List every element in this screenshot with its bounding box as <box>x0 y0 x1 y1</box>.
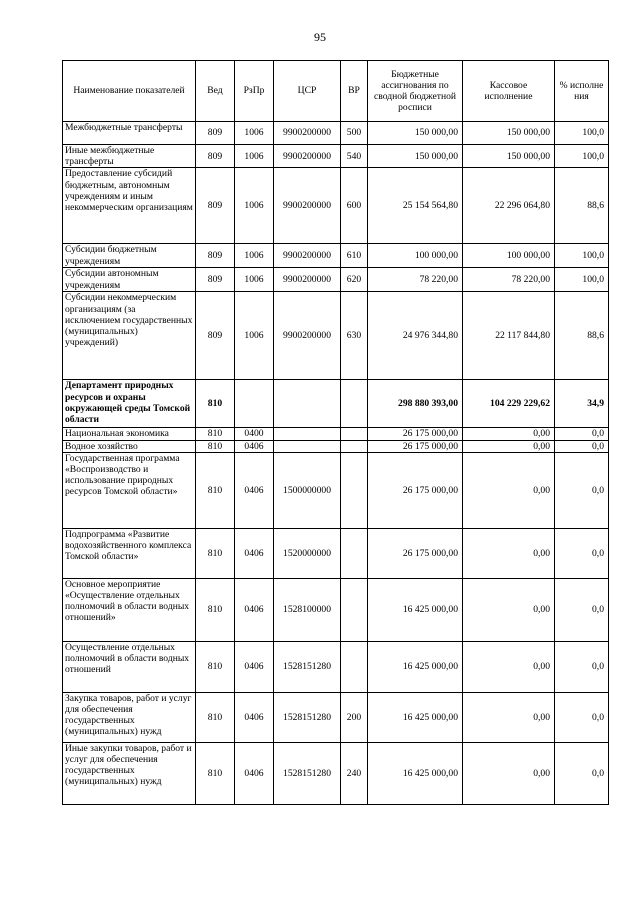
cell-cash: 0,00 <box>463 452 555 528</box>
cell-rzpr <box>235 380 274 428</box>
cell-assignments: 78 220,00 <box>368 268 463 292</box>
cell-ved: 810 <box>196 452 235 528</box>
cell-csr <box>274 380 341 428</box>
cell-rzpr: 1006 <box>235 244 274 268</box>
cell-cash: 22 296 064,80 <box>463 168 555 244</box>
cell-cash: 0,00 <box>463 428 555 440</box>
cell-percent: 0,0 <box>555 578 609 641</box>
cell-name: Предоставление субсидий бюджетным, автономным учреждениям и иным некоммерческим организациям <box>63 168 196 244</box>
cell-ved: 810 <box>196 692 235 742</box>
cell-rzpr: 0406 <box>235 692 274 742</box>
table-row <box>63 428 609 440</box>
cell-percent: 100,0 <box>555 122 609 145</box>
col-header-assignments: Бюджетные ассигнования по сводной бюджетной росписи <box>368 61 463 122</box>
cell-csr: 1520000000 <box>274 528 341 578</box>
cell-cash: 0,00 <box>463 692 555 742</box>
cell-csr <box>274 428 341 440</box>
cell-name: Иные межбюджетные трансферты <box>63 145 196 168</box>
table-row <box>63 122 609 145</box>
cell-percent: 0,0 <box>555 452 609 528</box>
cell-rzpr: 1006 <box>235 122 274 145</box>
cell-percent: 34,9 <box>555 380 609 428</box>
col-header-percent: % исполне ния <box>555 61 609 122</box>
cell-name: Национальная экономика <box>63 428 196 440</box>
cell-percent: 100,0 <box>555 244 609 268</box>
cell-cash: 0,00 <box>463 528 555 578</box>
cell-cash: 100 000,00 <box>463 244 555 268</box>
cell-csr: 9900200000 <box>274 122 341 145</box>
cell-percent: 0,0 <box>555 692 609 742</box>
cell-assignments: 298 880 393,00 <box>368 380 463 428</box>
cell-rzpr: 0406 <box>235 742 274 804</box>
table-row <box>63 268 609 292</box>
cell-rzpr: 0406 <box>235 578 274 641</box>
cell-ved: 809 <box>196 244 235 268</box>
cell-rzpr: 0400 <box>235 428 274 440</box>
cell-ved: 810 <box>196 528 235 578</box>
cell-cash: 0,00 <box>463 641 555 692</box>
cell-assignments: 26 175 000,00 <box>368 452 463 528</box>
cell-assignments: 26 175 000,00 <box>368 428 463 440</box>
cell-assignments: 25 154 564,80 <box>368 168 463 244</box>
cell-name: Осуществление отдельных полномочий в области водных отношений <box>63 641 196 692</box>
cell-csr: 1528151280 <box>274 742 341 804</box>
cell-csr: 1528100000 <box>274 578 341 641</box>
cell-vr <box>341 578 368 641</box>
cell-vr: 500 <box>341 122 368 145</box>
cell-name: Субсидии бюджетным учреждениям <box>63 244 196 268</box>
cell-percent: 100,0 <box>555 268 609 292</box>
cell-name: Закупка товаров, работ и услуг для обеспечения государственных (муниципальных) нужд <box>63 692 196 742</box>
cell-assignments: 150 000,00 <box>368 122 463 145</box>
cell-rzpr: 0406 <box>235 440 274 452</box>
cell-ved: 810 <box>196 428 235 440</box>
cell-rzpr: 1006 <box>235 145 274 168</box>
cell-assignments: 16 425 000,00 <box>368 742 463 804</box>
cell-ved: 809 <box>196 145 235 168</box>
cell-name: Иные закупки товаров, работ и услуг для обеспечения государственных (муниципальных) нужд <box>63 742 196 804</box>
cell-vr: 610 <box>341 244 368 268</box>
cell-cash: 104 229 229,62 <box>463 380 555 428</box>
cell-name: Департамент природных ресурсов и охраны окружающей среды Томской области <box>63 380 196 428</box>
cell-csr: 1500000000 <box>274 452 341 528</box>
cell-percent: 0,0 <box>555 528 609 578</box>
cell-ved: 810 <box>196 380 235 428</box>
cell-assignments: 16 425 000,00 <box>368 578 463 641</box>
table-row <box>63 380 609 428</box>
cell-csr: 1528151280 <box>274 692 341 742</box>
cell-vr: 240 <box>341 742 368 804</box>
cell-percent: 88,6 <box>555 292 609 380</box>
table-row <box>63 578 609 641</box>
cell-ved: 809 <box>196 268 235 292</box>
cell-cash: 78 220,00 <box>463 268 555 292</box>
cell-vr: 540 <box>341 145 368 168</box>
table-row <box>63 641 609 692</box>
cell-cash: 150 000,00 <box>463 145 555 168</box>
col-header-cash: Кассовое исполнение <box>463 61 555 122</box>
cell-percent: 100,0 <box>555 145 609 168</box>
cell-vr: 600 <box>341 168 368 244</box>
cell-rzpr: 0406 <box>235 641 274 692</box>
cell-percent: 0,0 <box>555 641 609 692</box>
cell-name: Основное мероприятие «Осуществление отдельных полномочий в области водных отношений» <box>63 578 196 641</box>
cell-percent: 0,0 <box>555 742 609 804</box>
cell-cash: 0,00 <box>463 742 555 804</box>
page-number: 95 <box>314 30 326 44</box>
cell-rzpr: 1006 <box>235 168 274 244</box>
cell-csr: 9900200000 <box>274 292 341 380</box>
col-header-vr: ВР <box>341 61 368 122</box>
cell-assignments: 24 976 344,80 <box>368 292 463 380</box>
cell-name: Субсидии некоммерческим организациям (за исключением государственных (муниципальных) учреждений) <box>63 292 196 380</box>
table-row <box>63 145 609 168</box>
cell-assignments: 26 175 000,00 <box>368 528 463 578</box>
cell-vr: 200 <box>341 692 368 742</box>
cell-assignments: 26 175 000,00 <box>368 440 463 452</box>
cell-csr <box>274 440 341 452</box>
budget-table <box>62 60 609 805</box>
table-row <box>63 742 609 804</box>
cell-vr: 620 <box>341 268 368 292</box>
cell-vr: 630 <box>341 292 368 380</box>
cell-cash: 0,00 <box>463 440 555 452</box>
cell-csr: 9900200000 <box>274 145 341 168</box>
cell-vr <box>341 380 368 428</box>
cell-vr <box>341 641 368 692</box>
cell-cash: 22 117 844,80 <box>463 292 555 380</box>
cell-rzpr: 1006 <box>235 268 274 292</box>
cell-percent: 88,6 <box>555 168 609 244</box>
col-header-name: Наименование показателей <box>63 61 196 122</box>
table-row <box>63 168 609 244</box>
cell-csr: 9900200000 <box>274 244 341 268</box>
col-header-ved: Вед <box>196 61 235 122</box>
cell-percent: 0,0 <box>555 440 609 452</box>
cell-vr <box>341 428 368 440</box>
cell-ved: 810 <box>196 742 235 804</box>
col-header-rzpr: РзПр <box>235 61 274 122</box>
cell-ved: 809 <box>196 292 235 380</box>
cell-csr: 9900200000 <box>274 168 341 244</box>
cell-csr: 9900200000 <box>274 268 341 292</box>
cell-name: Государственная программа «Воспроизводство и использование природных ресурсов Томской области» <box>63 452 196 528</box>
table-header-row <box>63 61 609 122</box>
table-row <box>63 452 609 528</box>
cell-rzpr: 0406 <box>235 452 274 528</box>
cell-assignments: 100 000,00 <box>368 244 463 268</box>
cell-assignments: 150 000,00 <box>368 145 463 168</box>
cell-name: Водное хозяйство <box>63 440 196 452</box>
cell-ved: 809 <box>196 122 235 145</box>
cell-vr <box>341 440 368 452</box>
table-row <box>63 244 609 268</box>
cell-ved: 810 <box>196 641 235 692</box>
cell-csr: 1528151280 <box>274 641 341 692</box>
cell-percent: 0,0 <box>555 428 609 440</box>
table-row <box>63 528 609 578</box>
cell-ved: 809 <box>196 168 235 244</box>
cell-name: Субсидии автономным учреждениям <box>63 268 196 292</box>
table-row <box>63 440 609 452</box>
cell-assignments: 16 425 000,00 <box>368 692 463 742</box>
table-row <box>63 692 609 742</box>
cell-name: Межбюджетные трансферты <box>63 122 196 145</box>
cell-assignments: 16 425 000,00 <box>368 641 463 692</box>
table-row <box>63 292 609 380</box>
cell-name: Подпрограмма «Развитие водохозяйственного комплекса Томской области» <box>63 528 196 578</box>
cell-rzpr: 0406 <box>235 528 274 578</box>
cell-cash: 150 000,00 <box>463 122 555 145</box>
col-header-csr: ЦСР <box>274 61 341 122</box>
cell-cash: 0,00 <box>463 578 555 641</box>
cell-vr <box>341 452 368 528</box>
cell-ved: 810 <box>196 578 235 641</box>
cell-ved: 810 <box>196 440 235 452</box>
cell-rzpr: 1006 <box>235 292 274 380</box>
cell-vr <box>341 528 368 578</box>
